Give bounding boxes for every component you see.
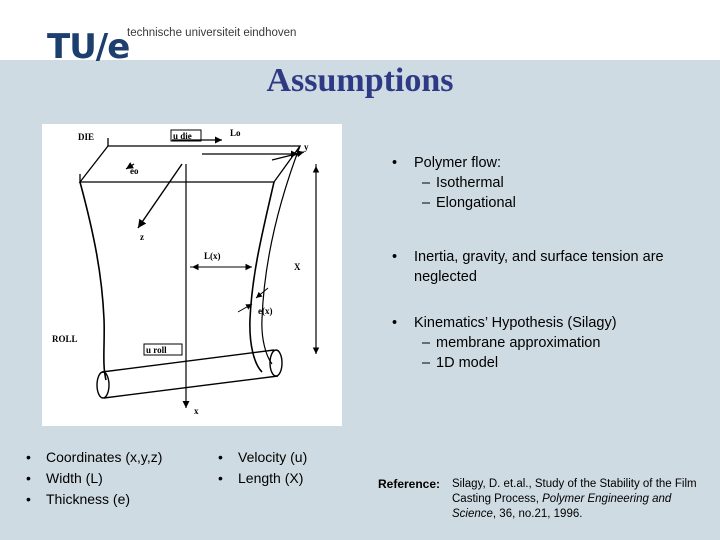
label-y: y	[304, 142, 309, 152]
label-x: x	[194, 406, 199, 416]
list-item: • Length (X)	[218, 468, 307, 489]
label-udie: u die	[173, 131, 192, 141]
film-left-edge	[80, 182, 106, 380]
sub-membrane: – membrane approximation	[392, 333, 712, 353]
variables-list-left	[26, 447, 162, 510]
film-back-edge	[262, 146, 300, 364]
list-item: • Thickness (e)	[26, 489, 162, 510]
logo-mark: TU/e	[47, 27, 130, 67]
label-uroll: u roll	[146, 345, 167, 355]
sub-1d-model: – 1D model	[392, 353, 712, 373]
label-eo: eo	[130, 166, 139, 176]
sub-isothermal: – Isothermal	[392, 173, 712, 193]
reference-label: Reference:	[378, 477, 441, 491]
label-X: X	[294, 262, 301, 272]
label-ex: e(x)	[258, 306, 273, 316]
bullet-neglected-forces: • Inertia, gravity, and surface tension are neglected	[392, 247, 712, 287]
reference-text: Silagy, D. et.al., Study of the Stability of the Film Casting Process, Polymer Engineering and Science, 36, no.21, 1996.	[452, 478, 697, 520]
diagram-svg	[42, 124, 342, 426]
page-title: Assumptions	[266, 62, 454, 99]
film-right-edge	[250, 182, 274, 372]
sub-elongational: – Elongational	[392, 193, 712, 213]
variables-list-middle	[218, 447, 307, 489]
film-casting-diagram	[42, 124, 342, 426]
roll-body	[102, 350, 278, 398]
die-plane	[80, 146, 300, 182]
label-die: DIE	[78, 132, 95, 142]
assumptions-list	[392, 153, 712, 373]
list-item: • Velocity (u)	[218, 447, 307, 468]
journal-name: Polymer Engineering and Science	[452, 493, 672, 520]
bullet-polymer-flow: • Polymer flow:	[392, 153, 712, 173]
list-item: • Width (L)	[26, 468, 162, 489]
z-axis	[138, 164, 182, 228]
tue-logo	[47, 24, 130, 67]
bullet-kinematics: • Kinematics’ Hypothesis (Silagy)	[392, 313, 712, 333]
label-z: z	[140, 232, 144, 242]
logo-text: technische universiteit eindhoven	[127, 27, 297, 39]
list-item: • Coordinates (x,y,z)	[26, 447, 162, 468]
label-lo: Lo	[230, 128, 241, 138]
label-roll: ROLL	[52, 334, 78, 344]
label-lx: L(x)	[204, 251, 221, 261]
y-axis	[272, 152, 304, 160]
